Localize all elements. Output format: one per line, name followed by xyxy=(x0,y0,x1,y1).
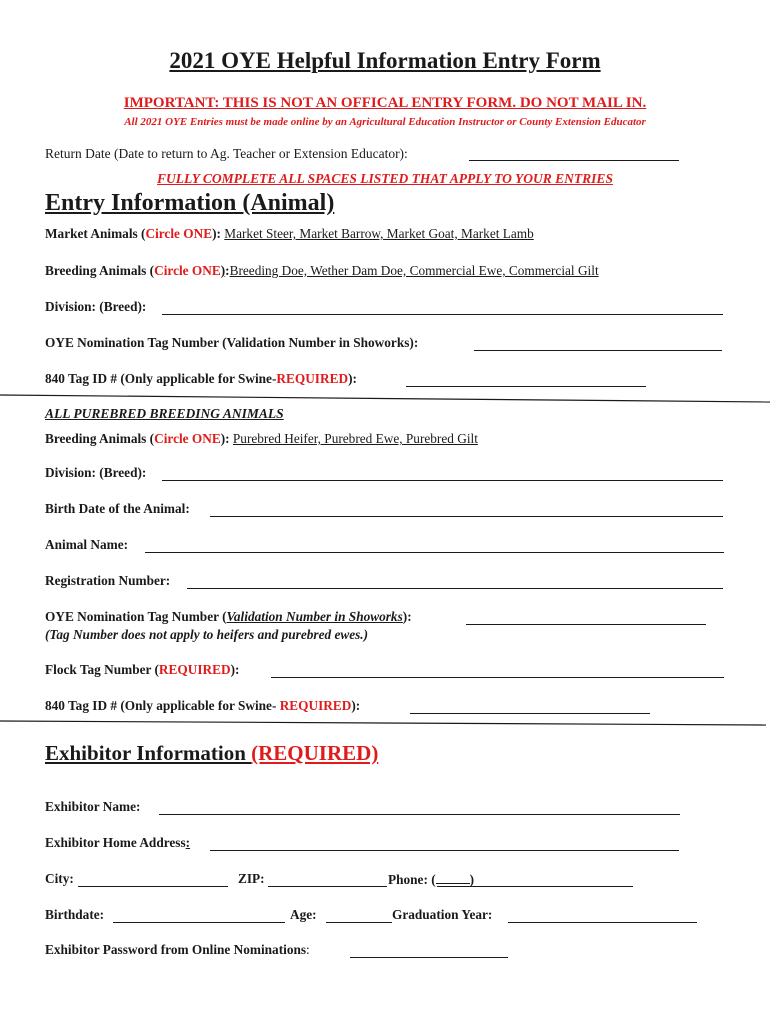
home-address-field[interactable] xyxy=(210,850,679,851)
tag-840-required: REQUIRED xyxy=(276,371,349,386)
password-label: Exhibitor Password from Online Nominations xyxy=(45,942,307,957)
division-breed-label: Division: (Breed): xyxy=(45,299,147,314)
nomination-tag-field[interactable] xyxy=(474,350,722,351)
breeding-animals-paren: ) xyxy=(220,263,226,278)
animal-name-field[interactable] xyxy=(145,552,724,553)
home-address-colon: : xyxy=(185,835,191,850)
home-address-label: Exhibitor Home Address xyxy=(45,835,186,850)
purebred-heading: ALL PUREBRED BREEDING ANIMALS xyxy=(45,406,284,421)
phone-paren-close: ) xyxy=(469,872,475,887)
phone-label: Phone: ( xyxy=(388,872,436,887)
city-label: City: xyxy=(45,871,74,886)
market-animals-label: Market Animals ( xyxy=(45,226,146,241)
registration-number-label: Registration Number: xyxy=(45,573,171,588)
password-row xyxy=(45,942,310,958)
phone-field[interactable] xyxy=(437,886,633,887)
purebred-nomination-field[interactable] xyxy=(466,624,706,625)
flock-tag-required: REQUIRED xyxy=(158,662,231,677)
exhibitor-heading-required: (REQUIRED) xyxy=(251,741,379,765)
age-label: Age: xyxy=(290,907,317,922)
purebred-nomination-label: OYE Nomination Tag Number ( xyxy=(45,609,227,624)
zip-label: ZIP: xyxy=(238,871,265,886)
graduation-year-label: Graduation Year: xyxy=(392,907,493,922)
purebred-tag-840-field[interactable] xyxy=(410,713,650,714)
password-colon: : xyxy=(306,942,310,957)
exhibitor-heading-text: Exhibitor Information xyxy=(45,741,252,765)
exhibitor-name-field[interactable] xyxy=(159,814,680,815)
flock-tag-label-end: ): xyxy=(230,662,240,677)
password-field[interactable] xyxy=(350,957,508,958)
purebred-nomination-row xyxy=(45,609,412,625)
tag-840-field[interactable] xyxy=(406,386,646,387)
purebred-options[interactable]: Purebred Heifer, Purebred Ewe, Purebred Gilt xyxy=(232,431,478,446)
market-animal-options[interactable]: Market Steer, Market Barrow, Market Goat, Market Lamb xyxy=(224,226,534,241)
flock-tag-field[interactable] xyxy=(271,677,724,678)
birth-date-field[interactable] xyxy=(210,516,723,517)
section-divider-2 xyxy=(0,718,770,730)
breeding-circle-one: Circle ONE xyxy=(154,263,221,278)
market-animals-row xyxy=(45,226,534,242)
zip-field[interactable] xyxy=(268,886,387,887)
breeding-animals-colon: : xyxy=(225,263,230,278)
purebred-breeding-label-end: ): xyxy=(220,431,230,446)
online-entry-note: All 2021 OYE Entries must be made online by an Agricultural Education Instructor or County Extension Educator xyxy=(124,116,646,128)
city-field[interactable] xyxy=(78,886,228,887)
exhibitor-heading xyxy=(45,741,378,766)
registration-number-field[interactable] xyxy=(187,588,723,589)
animal-name-label: Animal Name: xyxy=(45,537,129,552)
tag-number-note: (Tag Number does not apply to heifers and purebred ewes.) xyxy=(45,627,369,642)
tag-840-label-end: ): xyxy=(348,371,357,386)
animal-section-heading: Entry Information (Animal) xyxy=(45,190,335,216)
important-notice: IMPORTANT: THIS IS NOT AN OFFICAL ENTRY FORM. DO NOT MAIL IN. xyxy=(123,95,647,111)
purebred-nomination-validation: Validation Number in Showorks xyxy=(226,609,403,624)
birthdate-field[interactable] xyxy=(113,922,285,923)
return-date-label: Return Date (Date to return to Ag. Teacher or Extension Educator): xyxy=(45,146,408,161)
purebred-nomination-label-end: ): xyxy=(402,609,412,624)
purebred-tag-840-label-end: ): xyxy=(351,698,361,713)
tag-840-label: 840 Tag ID # (Only applicable for Swine- xyxy=(45,371,277,386)
nomination-tag-label: OYE Nomination Tag Number (Validation Number in Showorks): xyxy=(45,335,419,350)
age-field[interactable] xyxy=(326,922,392,923)
exhibitor-name-label: Exhibitor Name: xyxy=(45,799,141,814)
flock-tag-label: Flock Tag Number ( xyxy=(45,662,159,677)
birth-date-label: Birth Date of the Animal: xyxy=(45,501,190,516)
breeding-animal-options[interactable]: Breeding Doe, Wether Dam Doe, Commercial Ewe, Commercial Gilt xyxy=(229,263,599,278)
return-date-field[interactable] xyxy=(469,160,679,161)
purebred-division-field[interactable] xyxy=(162,480,723,481)
breeding-animals-label: Breeding Animals ( xyxy=(45,263,155,278)
purebred-tag-840-row xyxy=(45,698,360,714)
purebred-tag-840-required: REQUIRED xyxy=(279,698,352,713)
home-address-row xyxy=(45,835,190,851)
page-title: 2021 OYE Helpful Information Entry Form xyxy=(169,48,601,73)
purebred-breeding-label: Breeding Animals ( xyxy=(45,431,155,446)
purebred-circle-one: Circle ONE xyxy=(154,431,221,446)
market-circle-one: Circle ONE xyxy=(145,226,213,241)
purebred-breeding-row xyxy=(45,431,478,447)
purebred-division-label: Division: (Breed): xyxy=(45,465,147,480)
phone-area-code-field[interactable] xyxy=(436,871,470,884)
tag-840-row xyxy=(45,371,357,387)
fully-complete-notice: FULLY COMPLETE ALL SPACES LISTED THAT APPLY TO YOUR ENTRIES xyxy=(157,171,613,186)
birthdate-label: Birthdate: xyxy=(45,907,105,922)
graduation-year-field[interactable] xyxy=(508,922,697,923)
flock-tag-row xyxy=(45,662,239,678)
division-breed-field[interactable] xyxy=(162,314,723,315)
breeding-animals-row xyxy=(45,263,599,279)
section-divider-1 xyxy=(0,393,770,405)
purebred-tag-840-label: 840 Tag ID # (Only applicable for Swine- xyxy=(45,698,280,713)
market-animals-label-end: ): xyxy=(212,226,221,241)
